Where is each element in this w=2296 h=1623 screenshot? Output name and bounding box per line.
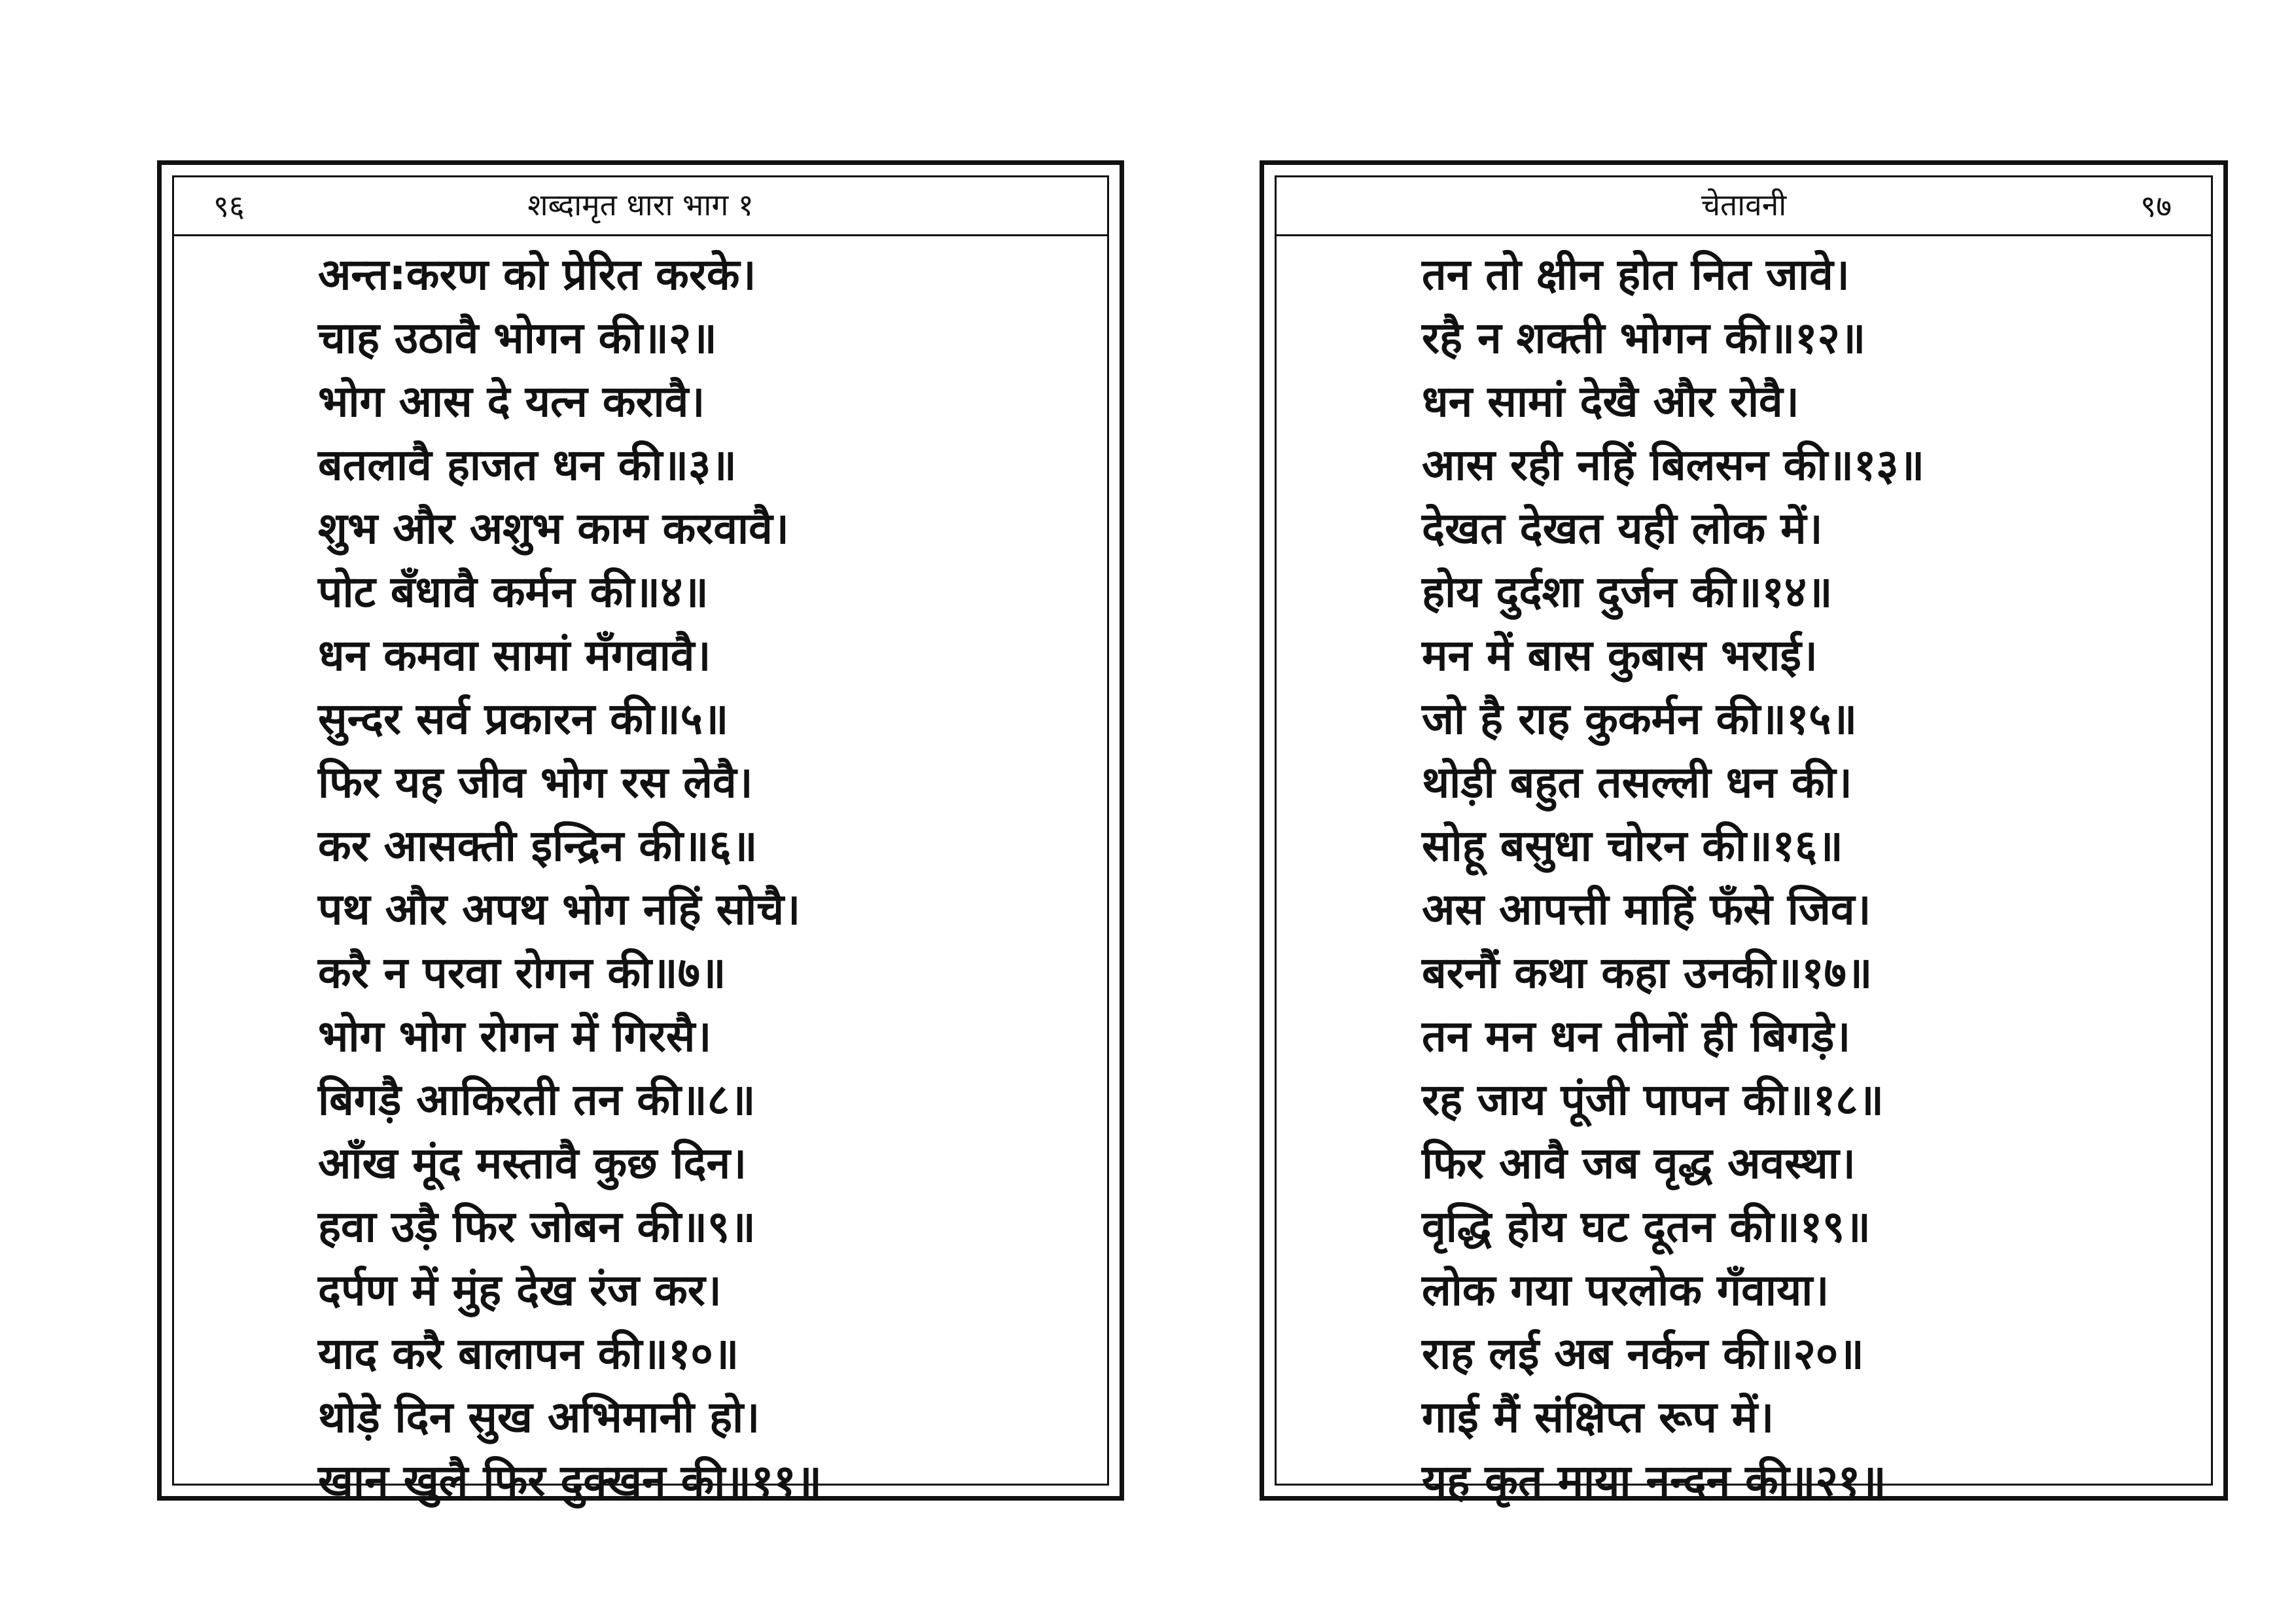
text-line: धन कमवा सामां मँगवावै। [318, 630, 711, 681]
text-line: लोक गया परलोक गँवाया। [1422, 1265, 1829, 1315]
text-line: वृद्धि होय घट दूतन की॥१९॥ [1422, 1202, 1871, 1252]
text-line: फिर आवै जब वृद्ध अवस्था। [1422, 1138, 1856, 1188]
text-line: कर आसक्ती इन्द्रिन की॥६॥ [318, 821, 758, 871]
left-page-frame [157, 160, 1124, 1506]
text-line: रहै न शक्ती भोगन की॥१२॥ [1422, 313, 1866, 363]
text-line: शुभ और अशुभ काम करवावै। [318, 503, 789, 554]
left-page-number: ९६ [213, 188, 245, 224]
right-page-inner-frame [1275, 175, 2213, 1506]
text-line: अस आपत्ती माहिं फँसे जिव। [1422, 884, 1871, 935]
text-line: दर्पण में मुंह देख रंज कर। [318, 1265, 722, 1315]
text-line: यह कृत माया नन्दन की॥२१॥ [1422, 1455, 1886, 1506]
text-line: बरनौं कथा कहा उनकी॥१७॥ [1422, 948, 1873, 998]
left-page-inner-frame [172, 175, 1109, 1506]
text-line: अन्त:करण को प्रेरित करके। [318, 249, 756, 300]
text-line: राह लई अब नर्कन की॥२०॥ [1422, 1329, 1864, 1379]
right-page-header [1277, 177, 2211, 236]
text-line: देखत देखत यही लोक में। [1422, 503, 1823, 554]
text-line: मन में बास कुबास भराई। [1422, 630, 1818, 681]
text-line: पोट बँधावै कर्मन की॥४॥ [318, 567, 709, 617]
text-line: भोग आस दे यत्न करावै। [318, 376, 705, 427]
right-page-header-title: चेतावनी [1701, 187, 1787, 223]
text-line: फिर यह जीव भोग रस लेवै। [318, 757, 753, 808]
text-line: करै न परवा रोगन की॥७॥ [318, 948, 726, 998]
text-line: रह जाय पूंजी पापन की॥१८॥ [1422, 1075, 1884, 1125]
left-page-header-title: शब्दामृत धारा भाग १ [527, 187, 754, 223]
text-line: आँख मूंद मस्तावै कुछ दिन। [318, 1138, 747, 1188]
text-line: बिगड़ै आकिरती तन की॥८॥ [318, 1075, 756, 1125]
text-line: भोग भोग रोगन में गिरसै। [318, 1011, 712, 1061]
text-line: गाई मैं संक्षिप्त रूप में। [1422, 1392, 1775, 1442]
left-page-text [174, 243, 1107, 1512]
left-page-header [174, 177, 1107, 236]
text-line: होय दुर्दशा दुर्जन की॥१४॥ [1422, 567, 1833, 617]
text-line: थोड़ी बहुत तसल्ली धन की। [1422, 757, 1852, 808]
text-line: धन सामां देखै और रोवै। [1422, 376, 1799, 427]
text-line: पथ और अपथ भोग नहिं सोचै। [318, 884, 801, 935]
text-line: तन मन धन तीनों ही बिगड़े। [1422, 1011, 1851, 1061]
text-line: सुन्दर सर्व प्रकारन की॥५॥ [318, 694, 729, 744]
right-page-number: ९७ [2140, 188, 2172, 224]
text-line: याद करै बालापन की॥१०॥ [318, 1329, 739, 1379]
right-page-frame [1260, 160, 2228, 1506]
text-line: चाह उठावै भोगन की॥२॥ [318, 313, 717, 363]
text-line: हवा उड़ै फिर जोबन की॥९॥ [318, 1202, 756, 1252]
text-line: थोड़े दिन सुख अभिमानी हो। [318, 1392, 760, 1442]
text-line: बतलावै हाजत धन की॥३॥ [318, 440, 737, 490]
text-line: आस रही नहिं बिलसन की॥१३॥ [1422, 440, 1925, 490]
right-page-text [1277, 243, 2211, 1512]
text-line: खान खुलै फिर दुक्खन की॥११॥ [318, 1455, 822, 1506]
text-line: जो है राह कुकर्मन की॥१५॥ [1422, 694, 1858, 744]
text-line: तन तो क्षीन होत नित जावे। [1422, 249, 1850, 300]
text-line: सोहू बसुधा चोरन की॥१६॥ [1422, 821, 1843, 871]
